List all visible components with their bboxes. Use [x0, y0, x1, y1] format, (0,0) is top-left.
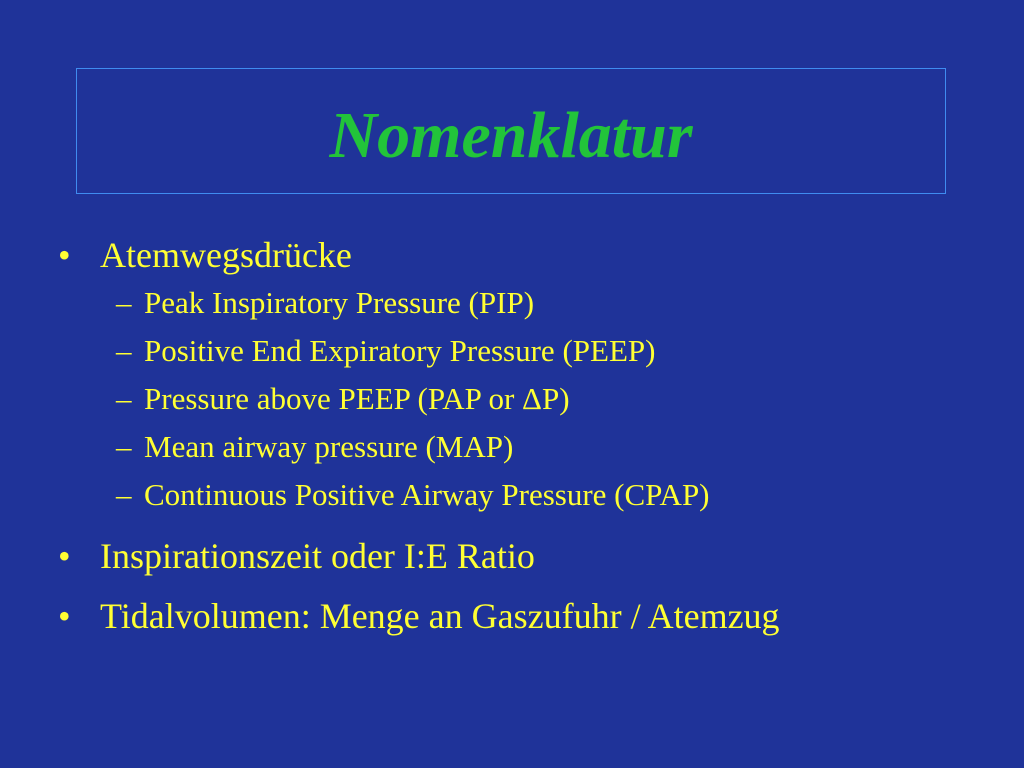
bullet-text: Tidalvolumen: Menge an Gaszufuhr / Atemzug	[100, 596, 780, 636]
sub-item	[58, 423, 998, 471]
bullet-text: Inspirationszeit oder I:E Ratio	[100, 536, 535, 576]
dash-icon: –	[116, 429, 132, 464]
bullet-icon: •	[58, 536, 71, 576]
sub-item-text: Peak Inspiratory Pressure (PIP)	[144, 285, 535, 320]
dash-icon: –	[116, 333, 132, 368]
dash-icon: –	[116, 285, 132, 320]
slide-title: Nomenklatur	[329, 99, 693, 172]
sub-item	[58, 327, 998, 375]
bullet-list	[58, 232, 998, 639]
sub-item-text: Continuous Positive Airway Pressure (CPAP)	[144, 477, 710, 512]
sub-item-text: Positive End Expiratory Pressure (PEEP)	[144, 333, 656, 368]
sub-item-text: Mean airway pressure (MAP)	[144, 429, 514, 464]
sub-item	[58, 375, 998, 423]
bullet-icon: •	[58, 235, 71, 275]
sub-item-text: Pressure above PEEP (PAP or ΔP)	[144, 381, 570, 416]
bullet-item	[58, 232, 998, 278]
title-box	[76, 68, 946, 194]
dash-icon: –	[116, 381, 132, 416]
sub-item	[58, 471, 998, 519]
bullet-text: Atemwegsdrücke	[100, 235, 352, 275]
dash-icon: –	[116, 477, 132, 512]
sub-list	[58, 279, 998, 519]
bullet-item	[58, 533, 998, 579]
bullet-item	[58, 593, 998, 639]
sub-item	[58, 279, 998, 327]
bullet-icon: •	[58, 596, 71, 636]
